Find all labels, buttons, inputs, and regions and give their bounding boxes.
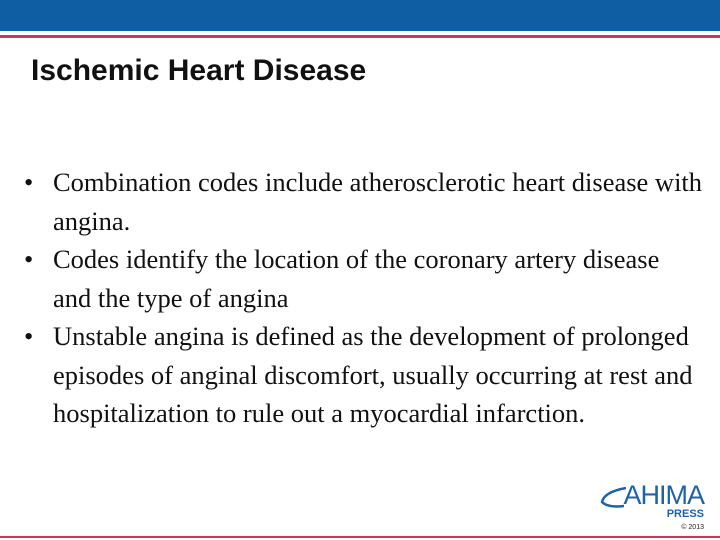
- copyright: © 2013: [681, 524, 704, 531]
- bullet-item: [24, 317, 704, 433]
- bullet-text: Combination codes include atherosclerotic heart disease with angina.: [53, 167, 703, 236]
- bullet-item: [24, 240, 704, 317]
- bullet-text: Unstable angina is defined as the development of prolonged episodes of anginal discomfort, usually occurring at rest and hospitalization to rule out a myocardial infarction.: [53, 321, 693, 428]
- footer-rule: [0, 536, 720, 538]
- header-rule: [0, 35, 720, 38]
- header-bar: [0, 0, 720, 31]
- ahima-press-logo: [598, 480, 708, 530]
- bullet-icon: •: [24, 244, 34, 274]
- slide-title: Ischemic Heart Disease: [31, 54, 367, 87]
- logo-text: AHIMA: [623, 480, 704, 510]
- logo-subtext: PRESS: [666, 508, 704, 520]
- bullet-icon: •: [24, 321, 34, 351]
- bullet-item: [24, 163, 704, 240]
- bullet-icon: •: [24, 167, 34, 197]
- bullet-text: Codes identify the location of the coronary artery disease and the type of angina: [53, 244, 660, 313]
- bullet-list: [24, 163, 704, 433]
